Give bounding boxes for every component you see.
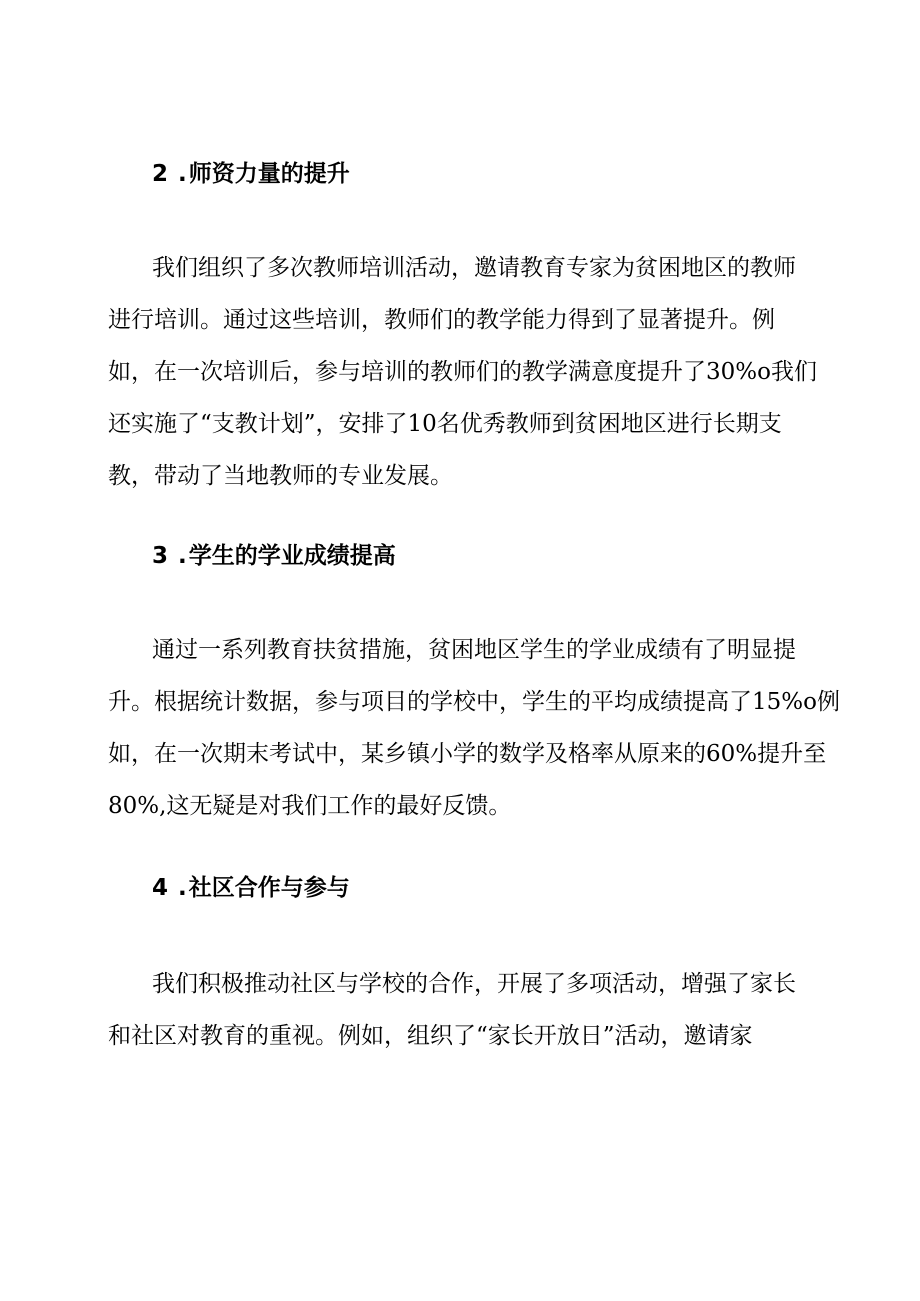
section-heading-4 [152, 873, 350, 903]
paragraph-line: 如，在一次期末考试中，某乡镇小学的数学及格率从原来的60%提升至 [108, 741, 827, 767]
section-title: 师资力量的提升 [188, 161, 350, 187]
section-title: 社区合作与参与 [188, 875, 350, 901]
heading-dot: . [178, 161, 187, 187]
paragraph-line: 还实施了“支教计划”，安排了10名优秀教师到贫困地区进行长期支 [108, 411, 782, 437]
paragraph-line: 和社区对教育的重视。例如，组织了“家长开放日”活动，邀请家 [108, 1023, 753, 1049]
section-number: 2 [152, 161, 169, 187]
paragraph-line: 教，带动了当地教师的专业发展。 [108, 463, 453, 489]
paragraph-line: 我们组织了多次教师培训活动，邀请教育专家为贫困地区的教师 [152, 255, 796, 281]
paragraph-line: 通过一系列教育扶贫措施，贫困地区学生的学业成绩有了明显提 [152, 637, 796, 663]
section-title: 学生的学业成绩提高 [188, 543, 396, 569]
section-paragraph-4 [108, 958, 808, 1062]
paragraph-line: 如，在一次培训后，参与培训的教师们的教学满意度提升了30%o我们 [108, 359, 817, 385]
heading-dot: . [178, 543, 187, 569]
paragraph-line: 升。根据统计数据，参与项目的学校中，学生的平均成绩提高了15%o例 [108, 689, 840, 715]
paragraph-line: 进行培训。通过这些培训，教师们的教学能力得到了显著提升。例 [108, 307, 775, 333]
section-heading-3 [152, 541, 396, 571]
section-heading-2 [152, 159, 350, 189]
paragraph-line: 我们积极推动社区与学校的合作，开展了多项活动，增强了家长 [152, 971, 796, 997]
section-number: 4 [152, 875, 169, 901]
paragraph-line: 80%,这无疑是对我们工作的最好反馈。 [108, 793, 512, 819]
heading-dot: . [178, 875, 187, 901]
section-number: 3 [152, 543, 169, 569]
section-paragraph-2 [108, 242, 817, 502]
section-paragraph-3 [108, 624, 840, 832]
